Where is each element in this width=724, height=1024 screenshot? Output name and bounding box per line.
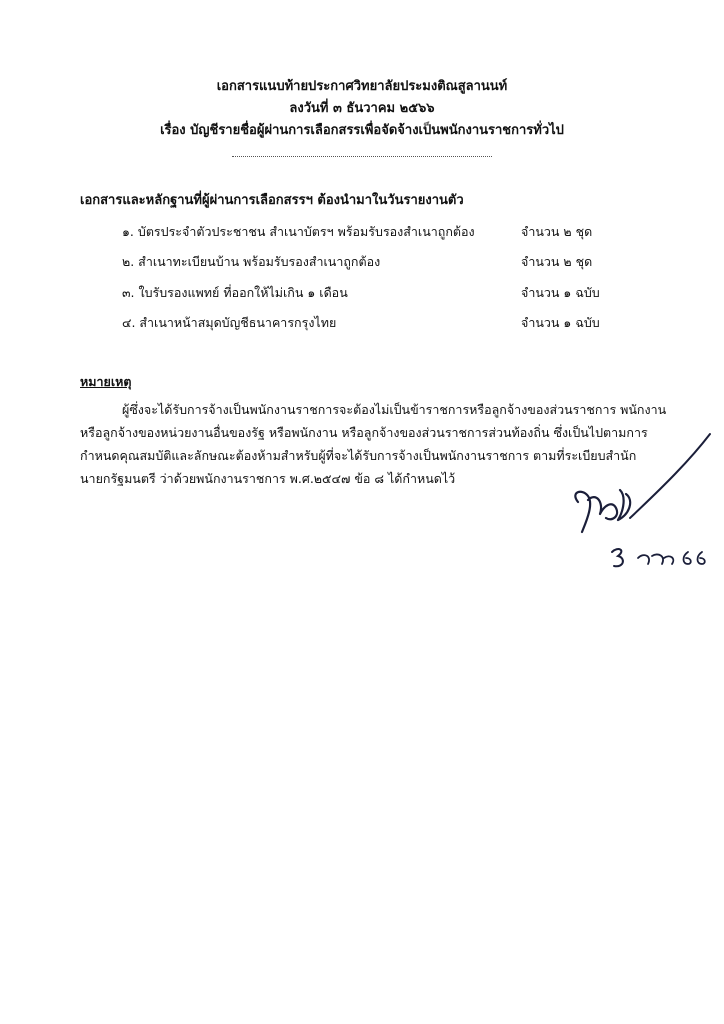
signature-stroke bbox=[575, 490, 630, 532]
item-quantity: จำนวน ๑ ฉบับ bbox=[521, 285, 600, 300]
note-line: ผู้ซึ่งจะได้รับการจ้างเป็นพนักงานราชการจะต้องไม่เป็นข้าราชการหรือลูกจ้างของส่วนราชการ พนักงาน bbox=[122, 402, 667, 417]
list-item bbox=[0, 222, 724, 242]
list-item bbox=[0, 313, 724, 333]
section-heading: เอกสารและหลักฐานที่ผู้ผ่านการเลือกสรรฯ ต้องนำมาในวันรายงานตัว bbox=[80, 193, 464, 208]
note-line: หรือลูกจ้างของหน่วยงานอื่นของรัฐ หรือพนักงาน หรือลูกจ้างของส่วนราชการส่วนท้องถิ่น ซึ่งเป็นไปตามการ bbox=[80, 425, 648, 440]
header-subject: เรื่อง บัญชีรายชื่อผู้ผ่านการเลือกสรรเพื่อจัดจ้างเป็นพนักงานราชการทั่วไป bbox=[160, 123, 564, 138]
signature-date-mark bbox=[638, 554, 673, 564]
item-text: ๒. สำเนาทะเบียนบ้าน พร้อมรับรองสำเนาถูกต้อง bbox=[122, 254, 381, 269]
item-quantity: จำนวน ๒ ชุด bbox=[521, 224, 593, 239]
item-quantity: จำนวน ๑ ฉบับ bbox=[521, 315, 600, 330]
note-heading: หมายเหตุ bbox=[80, 374, 132, 389]
item-text: ๑. บัตรประจำตัวประชาชน สำเนาบัตรฯ พร้อมรับรองสำเนาถูกต้อง bbox=[122, 224, 475, 239]
signature-date-mark bbox=[684, 552, 705, 564]
list-item bbox=[0, 252, 724, 272]
dotted-divider bbox=[232, 156, 492, 157]
list-item bbox=[0, 283, 724, 303]
header-title: เอกสารแนบท้ายประกาศวิทยาลัยประมงติณสูลานนท์ bbox=[216, 79, 508, 94]
note-line: นายกรัฐมนตรี ว่าด้วยพนักงานราชการ พ.ศ.๒๕๔๗ ข้อ ๘ ได้กำหนดไว้ bbox=[80, 471, 456, 486]
signature-date-mark bbox=[612, 549, 623, 566]
signature-stroke bbox=[630, 434, 710, 518]
item-text: ๓. ใบรับรองแพทย์ ที่ออกให้ไม่เกิน ๑ เดือน bbox=[122, 285, 348, 300]
header-date: ลงวันที่ ๓ ธันวาคม ๒๕๖๖ bbox=[289, 101, 435, 116]
document-header bbox=[60, 76, 664, 142]
handwritten-signature bbox=[560, 430, 720, 590]
item-quantity: จำนวน ๒ ชุด bbox=[521, 254, 593, 269]
item-text: ๔. สำเนาหน้าสมุดบัญชีธนาคารกรุงไทย bbox=[122, 315, 337, 330]
note-line: กำหนดคุณสมบัติและลักษณะต้องห้ามสำหรับผู้ที่จะได้รับการจ้างเป็นพนักงานราชการ ตามที่ระเบียบสำนัก bbox=[80, 448, 637, 463]
